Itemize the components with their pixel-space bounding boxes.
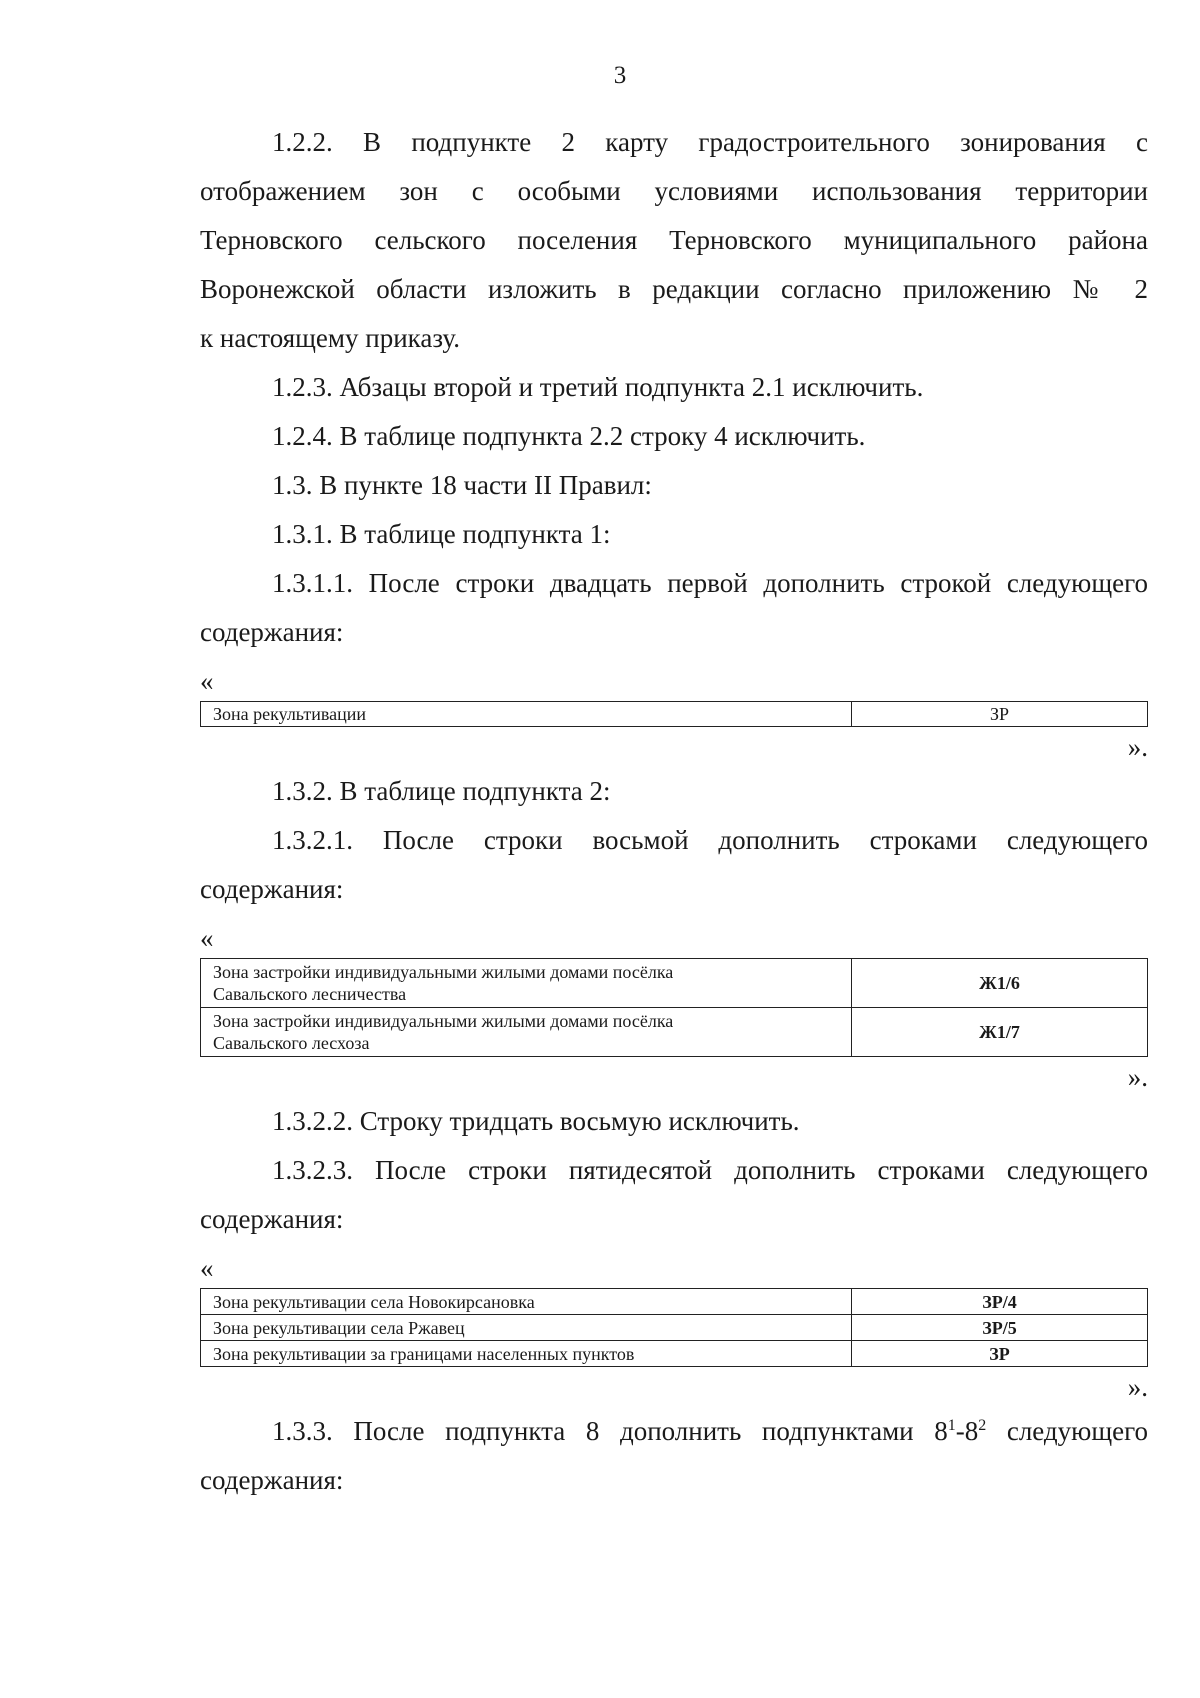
zone-name-line-2: Савальского лесничества: [213, 984, 407, 1004]
zone-name-line-1: Зона застройки индивидуальными жилыми домами посёлка: [213, 1011, 674, 1031]
paragraph-1-2-4: 1.2.4. В таблице подпункта 2.2 строку 4 исключить.: [272, 421, 866, 451]
paragraph-1-3-1-1-line-2: содержания:: [200, 617, 344, 647]
quote-open: «: [200, 666, 214, 696]
paragraph-1-3-1: 1.3.1. В таблице подпункта 1:: [272, 519, 611, 549]
paragraph-1-2-2-line-2: отображением зон с особыми условиями использования территории: [200, 176, 1148, 206]
quote-open: «: [200, 923, 214, 953]
quote-open: «: [200, 1253, 214, 1283]
zone-name-cell: Зона рекультивации села Ржавец: [201, 1315, 852, 1341]
zone-name-cell: Зона рекультивации села Новокирсановка: [201, 1289, 852, 1315]
zone-table-1: [200, 701, 1148, 727]
zone-code-cell: ЗР/5: [852, 1315, 1148, 1341]
zone-table-2: [200, 958, 1148, 1057]
paragraph-1-3: 1.3. В пункте 18 части II Правил:: [272, 470, 652, 500]
paragraph-1-3-3-line-1: [200, 1407, 1148, 1456]
paragraph-1-2-3: 1.2.3. Абзацы второй и третий подпункта 2.1 исключить.: [272, 372, 924, 402]
paragraph-1-3-3-dash: -8: [955, 1416, 979, 1446]
quote-close: ».: [1127, 1372, 1148, 1402]
zone-code-cell: ЗР: [852, 702, 1148, 727]
paragraph-1-3-3-tail: следующего: [986, 1416, 1149, 1446]
zone-name-cell: [201, 959, 852, 1008]
zone-code-cell: ЗР: [852, 1341, 1148, 1367]
zone-name-line-1: Зона застройки индивидуальными жилыми домами посёлка: [213, 962, 674, 982]
superscript: 2: [978, 1417, 987, 1434]
zone-code-cell: Ж1/6: [852, 959, 1148, 1008]
superscript: 1: [947, 1417, 956, 1434]
paragraph-1-3-2-2: 1.3.2.2. Строку тридцать восьмую исключить.: [272, 1106, 800, 1136]
table-row: [201, 1315, 1148, 1341]
zone-table-3: [200, 1288, 1148, 1367]
paragraph-1-3-1-1-line-1: 1.3.1.1. После строки двадцать первой дополнить строкой следующего: [272, 568, 1148, 598]
table-row: [201, 1341, 1148, 1367]
paragraph-1-3-2-1-line-1: 1.3.2.1. После строки восьмой дополнить строками следующего: [272, 825, 1148, 855]
zone-name-cell: Зона рекультивации: [201, 702, 852, 727]
paragraph-1-2-2-line-1: 1.2.2. В подпункте 2 карту градостроительного зонирования с: [272, 127, 1148, 157]
paragraph-1-2-2-line-5: к настоящему приказу.: [200, 323, 460, 353]
table-row: [201, 1289, 1148, 1315]
paragraph-1-2-2-line-3: Терновского сельского поселения Терновского муниципального района: [200, 225, 1148, 255]
zone-name-cell: Зона рекультивации за границами населенных пунктов: [201, 1341, 852, 1367]
zone-code-cell: ЗР/4: [852, 1289, 1148, 1315]
zone-name-cell: [201, 1008, 852, 1057]
paragraph-1-2-2-line-4: Воронежской области изложить в редакции согласно приложению № 2: [200, 274, 1148, 304]
table-row: [201, 1008, 1148, 1057]
paragraph-1-3-2-1-line-2: содержания:: [200, 874, 344, 904]
document-body: [200, 118, 1148, 1505]
zone-code-cell: Ж1/7: [852, 1008, 1148, 1057]
quote-close: ».: [1127, 1062, 1148, 1092]
table-row: [201, 702, 1148, 727]
paragraph-1-3-2-3-line-1: 1.3.2.3. После строки пятидесятой дополнить строками следующего: [272, 1155, 1148, 1185]
page-number: 3: [613, 62, 627, 89]
paragraph-1-3-2-3-line-2: содержания:: [200, 1204, 344, 1234]
zone-name-line-2: Савальского лесхоза: [213, 1033, 370, 1053]
paragraph-1-3-2: 1.3.2. В таблице подпункта 2:: [272, 776, 611, 806]
paragraph-1-3-3-text: 1.3.3. После подпункта 8 дополнить подпунктами 8: [272, 1416, 948, 1446]
quote-close: ».: [1127, 732, 1148, 762]
paragraph-1-3-3-line-2: содержания:: [200, 1465, 344, 1495]
table-row: [201, 959, 1148, 1008]
